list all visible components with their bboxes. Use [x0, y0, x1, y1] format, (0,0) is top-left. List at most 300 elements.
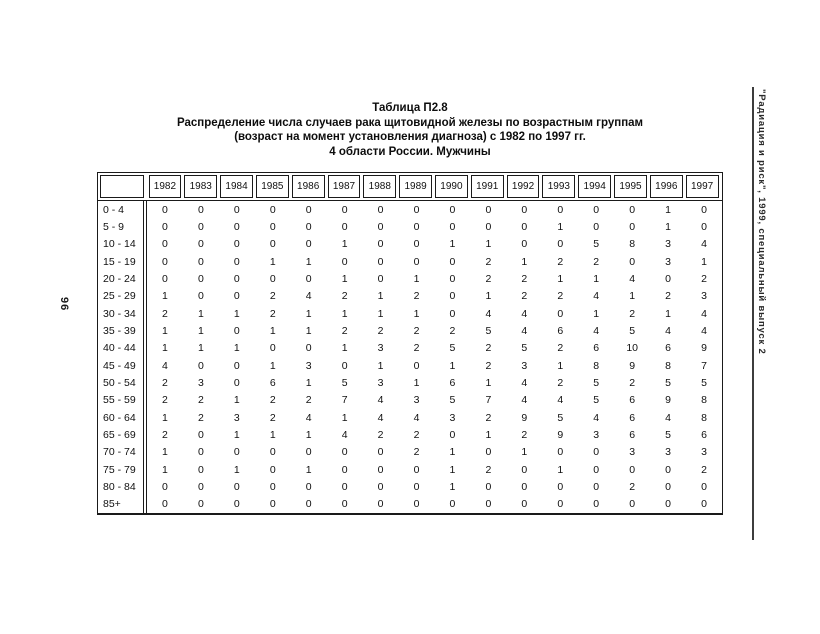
age-group-label: 60 - 64	[103, 411, 136, 424]
count-cell: 0	[305, 220, 312, 233]
age-group-label: 65 - 69	[103, 428, 136, 441]
count-cell: 0	[413, 463, 420, 476]
count-cell: 5	[593, 394, 600, 407]
count-cell: 0	[521, 463, 528, 476]
count-cell: 1	[341, 272, 348, 285]
year-header-cell	[290, 175, 326, 198]
year-header-cell	[684, 175, 720, 198]
count-cell: 1	[377, 307, 384, 320]
count-cell: 1	[485, 290, 492, 303]
count-cell: 5	[449, 342, 456, 355]
count-cell: 7	[341, 394, 348, 407]
count-cell: 3	[701, 446, 707, 459]
count-cell: 1	[629, 290, 636, 303]
year-label: 1990	[435, 175, 468, 198]
count-cell: 1	[162, 446, 168, 459]
count-cell: 3	[449, 411, 456, 424]
age-group-label: 35 - 39	[103, 324, 136, 337]
count-cell: 0	[521, 498, 528, 511]
count-cell: 8	[701, 411, 707, 424]
count-cell: 2	[485, 411, 492, 424]
count-cell: 4	[665, 324, 672, 337]
year-header-cell	[147, 175, 183, 198]
count-cell: 1	[305, 463, 312, 476]
count-cell: 8	[629, 238, 636, 251]
count-cell: 0	[629, 220, 636, 233]
count-cell: 3	[665, 238, 672, 251]
count-cell: 0	[269, 480, 276, 493]
count-cell: 2	[701, 272, 707, 285]
count-cell: 1	[701, 255, 707, 268]
age-group-label: 20 - 24	[103, 272, 136, 285]
count-cell: 0	[269, 272, 276, 285]
count-cell: 10	[626, 342, 638, 355]
count-cell: 0	[557, 307, 564, 320]
count-cell: 1	[341, 411, 348, 424]
count-cell: 0	[197, 428, 204, 441]
year-label: 1983	[184, 175, 217, 198]
count-cell: 1	[593, 307, 600, 320]
year-header-cell	[434, 175, 470, 198]
count-cell: 4	[629, 272, 636, 285]
count-cell: 0	[557, 480, 564, 493]
count-cell: 5	[701, 376, 707, 389]
count-cell: 2	[593, 255, 600, 268]
count-cell: 0	[413, 220, 420, 233]
count-cell: 1	[413, 272, 420, 285]
count-cell: 0	[413, 255, 420, 268]
count-cell: 1	[269, 255, 276, 268]
count-cell: 4	[593, 324, 600, 337]
count-cell: 6	[665, 342, 672, 355]
count-cell: 0	[162, 220, 168, 233]
count-cell: 3	[629, 446, 636, 459]
count-cell: 2	[629, 480, 636, 493]
count-cell: 0	[197, 290, 204, 303]
table-title-line-3: (возраст на момент установления диагноза) с 1982 по 1997 гг.	[234, 131, 586, 143]
count-cell: 0	[269, 203, 276, 216]
count-cell: 0	[377, 446, 384, 459]
count-cell: 2	[629, 307, 636, 320]
age-group-label: 5 - 9	[103, 220, 125, 233]
count-cell: 3	[665, 255, 672, 268]
count-cell: 4	[521, 324, 528, 337]
count-cell: 0	[449, 290, 456, 303]
count-cell: 0	[341, 359, 348, 372]
count-cell: 0	[197, 463, 204, 476]
year-label: 1995	[614, 175, 647, 198]
count-cell: 1	[233, 394, 240, 407]
count-cell: 0	[269, 238, 276, 251]
count-cell: 2	[485, 255, 492, 268]
count-cell: 0	[665, 463, 672, 476]
count-cell: 2	[269, 307, 276, 320]
count-cell: 0	[197, 446, 204, 459]
count-cell: 1	[485, 376, 492, 389]
count-cell: 2	[485, 272, 492, 285]
count-cell: 4	[521, 376, 528, 389]
count-cell: 2	[557, 290, 564, 303]
count-cell: 4	[341, 428, 348, 441]
count-cell: 4	[665, 411, 672, 424]
count-cell: 4	[305, 290, 312, 303]
year-header-cell	[398, 175, 434, 198]
count-cell: 0	[233, 480, 240, 493]
count-cell: 1	[233, 342, 240, 355]
count-cell: 0	[197, 203, 204, 216]
count-cell: 0	[449, 307, 456, 320]
count-cell: 0	[233, 272, 240, 285]
table-number-title: Таблица П2.8	[372, 102, 448, 114]
count-cell: 1	[485, 428, 492, 441]
count-cell: 0	[701, 480, 707, 493]
count-cell: 2	[701, 463, 707, 476]
count-cell: 1	[377, 290, 384, 303]
count-cell: 0	[377, 480, 384, 493]
count-cell: 3	[377, 376, 384, 389]
count-cell: 5	[557, 411, 564, 424]
count-cell: 0	[485, 220, 492, 233]
count-cell: 0	[557, 238, 564, 251]
count-cell: 5	[593, 238, 600, 251]
year-label: 1993	[542, 175, 575, 198]
count-cell: 5	[629, 324, 636, 337]
count-cell: 1	[449, 238, 456, 251]
count-cell: 1	[557, 463, 564, 476]
count-cell: 0	[377, 220, 384, 233]
count-cell: 4	[701, 324, 707, 337]
age-group-label: 50 - 54	[103, 376, 136, 389]
count-cell: 0	[233, 290, 240, 303]
year-label: 1996	[650, 175, 683, 198]
count-cell: 4	[485, 307, 492, 320]
count-cell: 6	[629, 394, 636, 407]
count-cell: 0	[341, 220, 348, 233]
count-cell: 1	[557, 220, 564, 233]
count-cell: 0	[341, 446, 348, 459]
data-grid	[147, 201, 722, 513]
count-cell: 0	[233, 238, 240, 251]
count-cell: 1	[269, 324, 276, 337]
count-cell: 0	[629, 203, 636, 216]
count-cell: 4	[377, 394, 384, 407]
count-cell: 3	[665, 446, 672, 459]
count-cell: 4	[305, 411, 312, 424]
count-cell: 4	[413, 411, 420, 424]
count-cell: 0	[341, 203, 348, 216]
count-cell: 0	[521, 203, 528, 216]
count-cell: 0	[701, 203, 707, 216]
count-cell: 0	[233, 359, 240, 372]
count-cell: 6	[629, 428, 636, 441]
count-cell: 0	[305, 203, 312, 216]
count-cell: 8	[701, 394, 707, 407]
count-cell: 3	[701, 290, 707, 303]
count-cell: 1	[413, 376, 420, 389]
count-cell: 2	[413, 446, 420, 459]
count-cell: 2	[521, 272, 528, 285]
count-cell: 2	[413, 324, 420, 337]
count-cell: 0	[449, 498, 456, 511]
count-cell: 0	[162, 480, 168, 493]
count-cell: 1	[449, 359, 456, 372]
count-cell: 2	[521, 290, 528, 303]
sidebar-rule	[752, 87, 754, 540]
count-cell: 0	[233, 220, 240, 233]
count-cell: 1	[305, 324, 312, 337]
count-cell: 1	[665, 220, 672, 233]
year-label: 1988	[363, 175, 396, 198]
count-cell: 0	[162, 203, 168, 216]
count-cell: 0	[377, 203, 384, 216]
count-cell: 6	[629, 411, 636, 424]
year-label: 1985	[256, 175, 289, 198]
count-cell: 6	[701, 428, 707, 441]
count-cell: 1	[269, 428, 276, 441]
count-cell: 0	[305, 446, 312, 459]
count-cell: 4	[701, 238, 707, 251]
count-cell: 2	[341, 290, 348, 303]
count-cell: 5	[341, 376, 348, 389]
count-cell: 2	[269, 394, 276, 407]
count-cell: 1	[485, 238, 492, 251]
count-cell: 1	[162, 411, 168, 424]
count-cell: 2	[413, 342, 420, 355]
year-label: 1989	[399, 175, 432, 198]
count-cell: 0	[593, 463, 600, 476]
count-cell: 0	[593, 203, 600, 216]
year-header-cell	[541, 175, 577, 198]
count-cell: 3	[233, 411, 240, 424]
count-cell: 2	[557, 342, 564, 355]
count-cell: 0	[593, 446, 600, 459]
count-cell: 6	[269, 376, 276, 389]
count-cell: 9	[701, 342, 707, 355]
count-cell: 1	[233, 428, 240, 441]
count-cell: 1	[233, 307, 240, 320]
count-cell: 1	[557, 359, 564, 372]
count-cell: 0	[413, 480, 420, 493]
count-cell: 0	[665, 272, 672, 285]
year-label: 1982	[149, 175, 182, 198]
year-header-cell	[254, 175, 290, 198]
count-cell: 1	[305, 255, 312, 268]
count-cell: 0	[593, 498, 600, 511]
count-cell: 2	[557, 255, 564, 268]
count-cell: 5	[485, 324, 492, 337]
count-cell: 8	[665, 359, 672, 372]
count-cell: 2	[665, 290, 672, 303]
year-label: 1987	[328, 175, 361, 198]
year-label: 1994	[578, 175, 611, 198]
year-label: 1984	[220, 175, 253, 198]
table-title-line-4: 4 области России. Мужчины	[329, 145, 491, 158]
count-cell: 1	[197, 324, 204, 337]
count-cell: 0	[197, 272, 204, 285]
count-cell: 0	[449, 255, 456, 268]
year-header-cell	[183, 175, 219, 198]
count-cell: 4	[593, 290, 600, 303]
count-cell: 2	[485, 342, 492, 355]
count-cell: 1	[233, 463, 240, 476]
count-cell: 0	[162, 498, 168, 511]
count-cell: 2	[162, 428, 168, 441]
count-cell: 2	[449, 324, 456, 337]
count-cell: 0	[269, 220, 276, 233]
count-cell: 0	[162, 272, 168, 285]
age-group-label: 45 - 49	[103, 359, 136, 372]
count-cell: 2	[162, 376, 168, 389]
count-cell: 1	[162, 290, 168, 303]
age-group-label: 75 - 79	[103, 463, 136, 476]
count-cell: 0	[197, 220, 204, 233]
count-cell: 1	[377, 359, 384, 372]
count-cell: 2	[269, 411, 276, 424]
year-header-cell	[469, 175, 505, 198]
count-cell: 1	[665, 307, 672, 320]
count-cell: 0	[413, 238, 420, 251]
count-cell: 0	[233, 376, 240, 389]
count-cell: 1	[521, 446, 528, 459]
table-header-row	[98, 173, 722, 200]
age-year-data-table	[97, 172, 723, 515]
count-cell: 5	[449, 394, 456, 407]
year-label: 1986	[292, 175, 325, 198]
count-cell: 0	[233, 203, 240, 216]
count-cell: 5	[665, 428, 672, 441]
count-cell: 1	[521, 255, 528, 268]
count-cell: 1	[341, 342, 348, 355]
count-cell: 0	[593, 220, 600, 233]
count-cell: 0	[629, 255, 636, 268]
count-cell: 0	[449, 272, 456, 285]
count-cell: 0	[305, 480, 312, 493]
table-title-line-2: Распределение числа случаев рака щитовидной железы по возрастным группам	[176, 116, 644, 129]
count-cell: 1	[197, 342, 204, 355]
age-group-label: 80 - 84	[103, 480, 136, 493]
count-cell: 2	[629, 376, 636, 389]
count-cell: 3	[593, 428, 600, 441]
count-cell: 0	[701, 498, 707, 511]
age-group-label: 15 - 19	[103, 255, 136, 268]
count-cell: 0	[197, 238, 204, 251]
count-cell: 2	[413, 428, 420, 441]
count-cell: 2	[377, 324, 384, 337]
year-header-cell	[613, 175, 649, 198]
count-cell: 2	[485, 359, 492, 372]
count-cell: 3	[413, 394, 420, 407]
count-cell: 0	[269, 463, 276, 476]
count-cell: 1	[197, 307, 204, 320]
count-cell: 3	[305, 359, 312, 372]
count-cell: 5	[521, 342, 528, 355]
count-cell: 0	[233, 446, 240, 459]
count-cell: 2	[341, 324, 348, 337]
count-cell: 0	[665, 498, 672, 511]
count-cell: 1	[305, 376, 312, 389]
count-cell: 0	[377, 463, 384, 476]
count-cell: 0	[557, 446, 564, 459]
year-header-cell	[219, 175, 255, 198]
age-group-label: 40 - 44	[103, 342, 136, 355]
count-cell: 0	[485, 498, 492, 511]
count-cell: 2	[485, 463, 492, 476]
age-group-label: 0 - 4	[103, 203, 125, 216]
count-cell: 9	[557, 428, 564, 441]
count-cell: 0	[197, 359, 204, 372]
count-cell: 0	[269, 342, 276, 355]
count-cell: 2	[413, 290, 420, 303]
count-cell: 0	[162, 238, 168, 251]
count-cell: 0	[269, 446, 276, 459]
year-header-cell	[362, 175, 398, 198]
count-cell: 4	[701, 307, 707, 320]
count-cell: 3	[197, 376, 204, 389]
age-group-label: 55 - 59	[103, 394, 136, 407]
count-cell: 0	[449, 220, 456, 233]
count-cell: 5	[593, 376, 600, 389]
age-group-label: 70 - 74	[103, 446, 136, 459]
year-label: 1992	[507, 175, 540, 198]
count-cell: 2	[197, 394, 204, 407]
count-cell: 6	[593, 342, 600, 355]
count-cell: 2	[521, 428, 528, 441]
count-cell: 9	[629, 359, 636, 372]
count-cell: 1	[557, 272, 564, 285]
count-cell: 0	[305, 342, 312, 355]
count-cell: 1	[269, 359, 276, 372]
count-cell: 0	[305, 498, 312, 511]
count-cell: 0	[593, 480, 600, 493]
count-cell: 0	[557, 498, 564, 511]
count-cell: 5	[665, 376, 672, 389]
count-cell: 1	[449, 480, 456, 493]
count-cell: 0	[269, 498, 276, 511]
count-cell: 4	[521, 394, 528, 407]
count-cell: 1	[413, 307, 420, 320]
count-cell: 2	[197, 411, 204, 424]
count-cell: 3	[521, 359, 528, 372]
count-cell: 1	[449, 446, 456, 459]
year-header-cells	[147, 175, 720, 198]
count-cell: 2	[162, 394, 168, 407]
age-group-label: 85+	[103, 498, 121, 511]
count-cell: 1	[162, 463, 168, 476]
count-cell: 0	[413, 359, 420, 372]
count-cell: 0	[485, 446, 492, 459]
count-cell: 1	[162, 324, 168, 337]
count-cell: 0	[449, 203, 456, 216]
count-cell: 0	[341, 498, 348, 511]
count-cell: 3	[377, 342, 384, 355]
count-cell: 0	[413, 203, 420, 216]
count-cell: 4	[557, 394, 564, 407]
count-cell: 9	[665, 394, 672, 407]
count-cell: 0	[197, 498, 204, 511]
count-cell: 0	[521, 238, 528, 251]
count-cell: 4	[162, 359, 168, 372]
count-cell: 2	[162, 307, 168, 320]
count-cell: 2	[305, 394, 312, 407]
count-cell: 0	[557, 203, 564, 216]
count-cell: 4	[377, 411, 384, 424]
count-cell: 0	[305, 238, 312, 251]
count-cell: 0	[413, 498, 420, 511]
count-cell: 2	[269, 290, 276, 303]
table-title-block	[0, 101, 820, 159]
journal-citation: "Радиация и риск", 1999, специальный выпуск 2	[756, 89, 767, 355]
count-cell: 0	[485, 480, 492, 493]
